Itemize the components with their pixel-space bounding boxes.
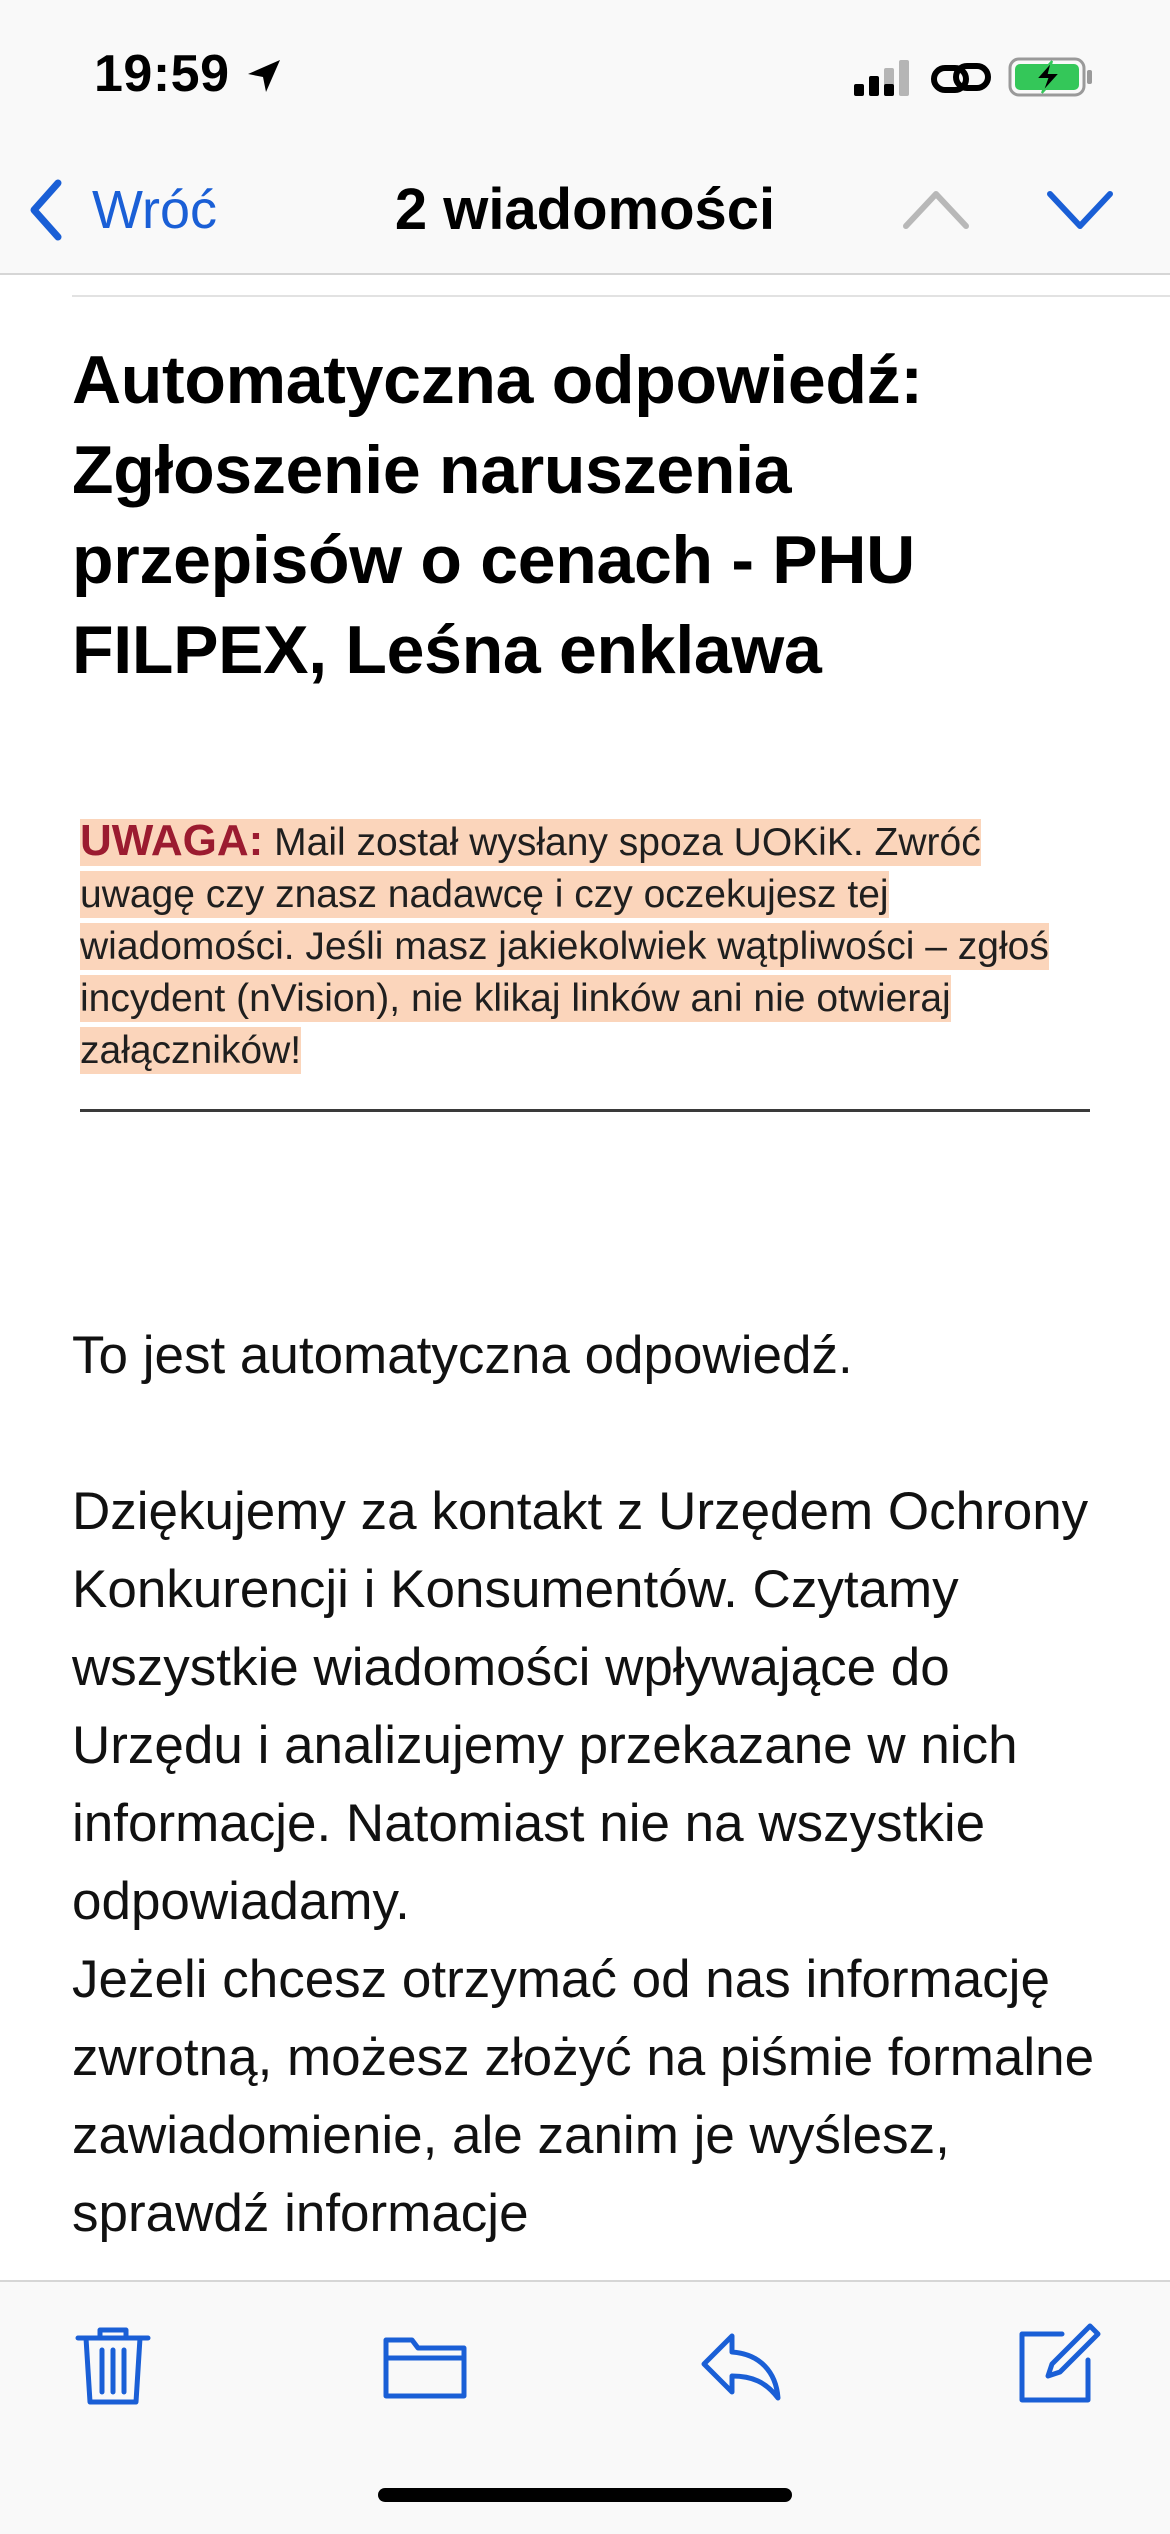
home-indicator[interactable] [378, 2488, 792, 2502]
body-paragraph: Dziękujemy za kontakt z Urzędem Ochrony Konkurencji i Konsumentów. Czytamy wszystkie wiadomości wpływające do Urzędu i analizujemy przekazane w nich informacje. Natomiast nie na wszystkie odpowiadamy. [72, 1482, 1089, 1931]
divider [72, 295, 1170, 297]
message-subject: Automatyczna odpowiedź: Zgłoszenie naruszenia przepisów o cenach - PHU FILPEX, Leśna enklawa [72, 342, 923, 688]
chevron-down-icon[interactable] [1044, 180, 1116, 240]
message-body [72, 1317, 1132, 2253]
external-sender-warning [80, 815, 1090, 1077]
warning-divider [80, 1109, 1090, 1112]
status-bar [0, 0, 1170, 150]
chevron-left-icon [26, 177, 64, 243]
trash-icon[interactable] [68, 2320, 158, 2410]
message-view[interactable] [0, 275, 1170, 2270]
location-arrow-icon [244, 56, 284, 96]
back-button[interactable] [26, 170, 217, 250]
status-time: 19:59 [94, 45, 230, 103]
navigation-bar [0, 150, 1170, 275]
chevron-up-icon[interactable] [900, 180, 972, 240]
compose-icon[interactable] [1012, 2320, 1102, 2410]
nav-title: 2 wiadomości [394, 177, 776, 242]
cellular-signal-icon [852, 58, 914, 98]
warning-highlight [80, 816, 1049, 1074]
warning-label: UWAGA: [80, 816, 264, 865]
body-line: To jest automatyczna odpowiedź. [72, 1326, 853, 1385]
personal-hotspot-link-icon [930, 58, 992, 98]
paragraph-gap [72, 1395, 1132, 1473]
battery-charging-icon [1008, 55, 1094, 99]
warning-text: Mail został wysłany spoza UOKiK. Zwróć uwagę czy znasz nadawcę i czy oczekujesz tej wiadomości. Jeśli masz jakiekolwiek wątpliwości – zgłoś incydent (nVision), nie klikaj linków ani nie otwieraj załączników! [80, 821, 1049, 1072]
reply-icon[interactable] [696, 2320, 786, 2410]
folder-icon[interactable] [380, 2320, 470, 2410]
body-paragraph: Jeżeli chcesz otrzymać od nas informację zwrotną, możesz złożyć na piśmie formalne zawiadomienie, ale zanim je wyślesz, sprawdź informacje [72, 1950, 1095, 2243]
back-button-label: Wróć [92, 180, 218, 240]
